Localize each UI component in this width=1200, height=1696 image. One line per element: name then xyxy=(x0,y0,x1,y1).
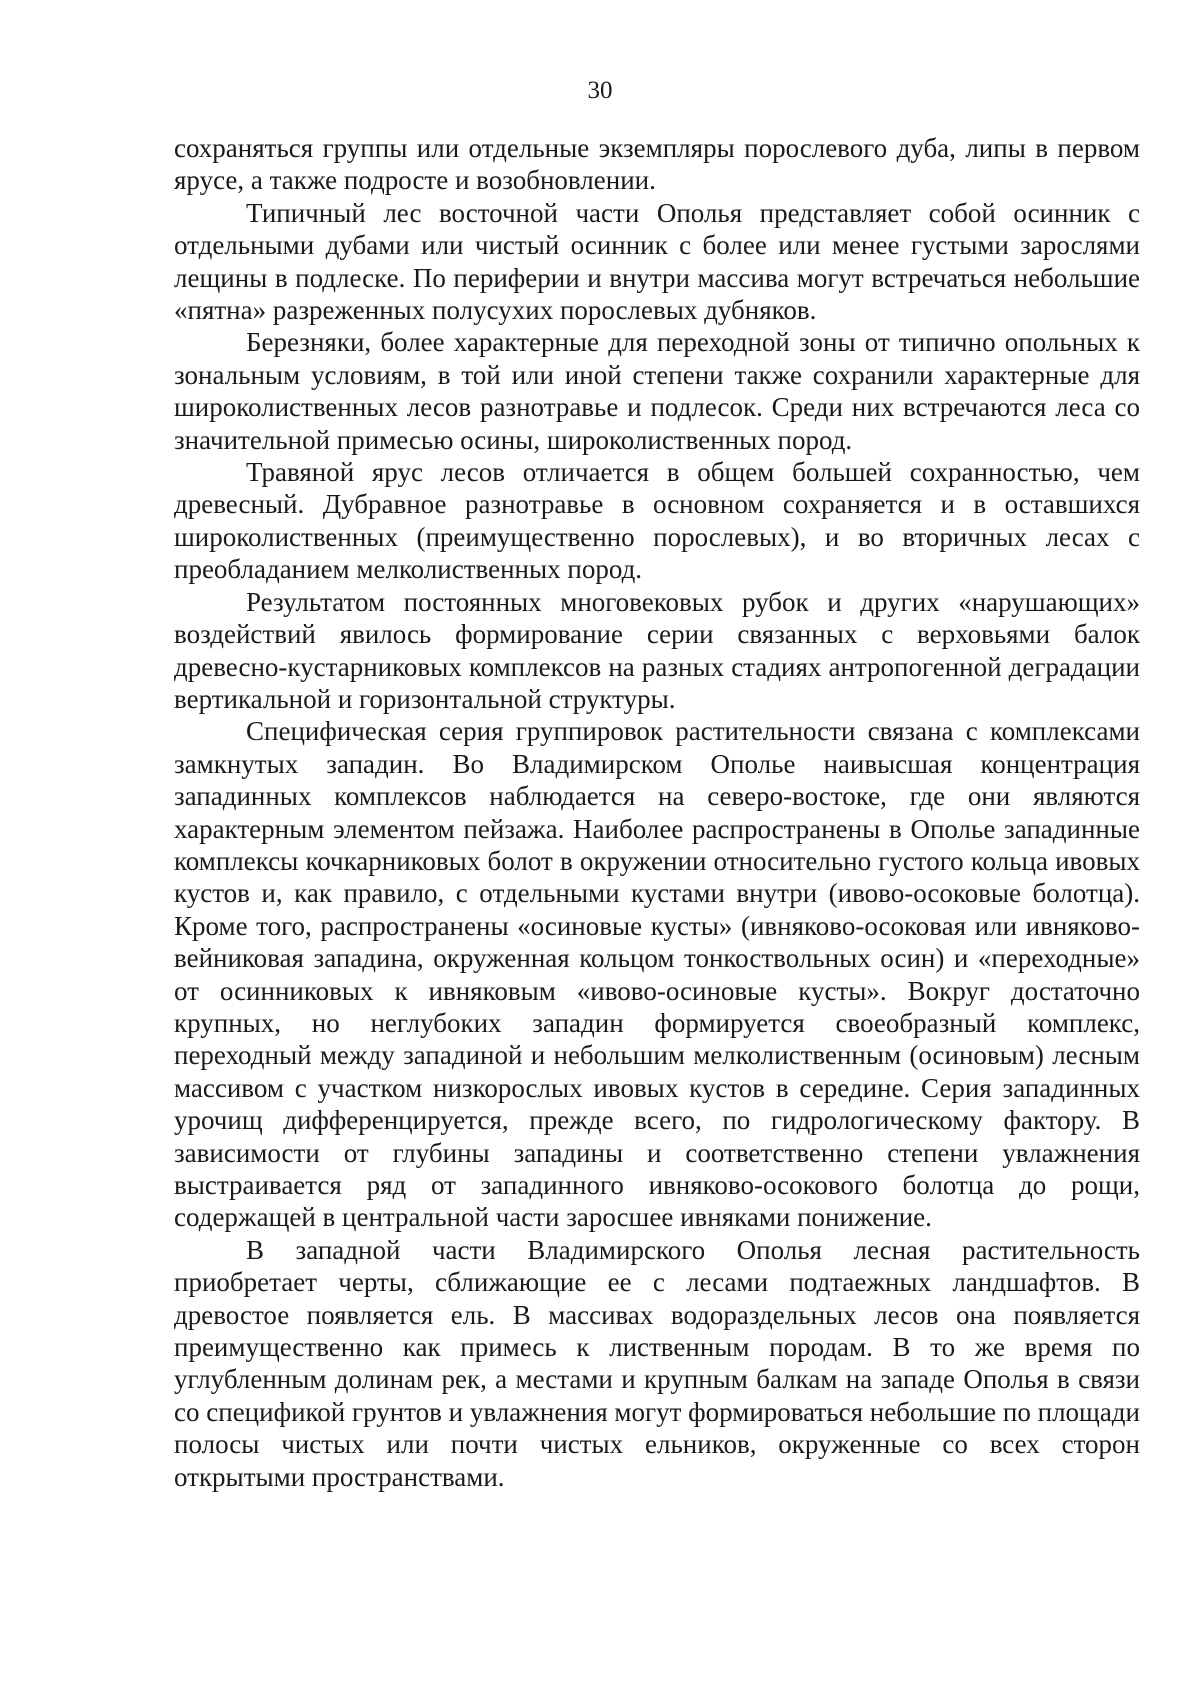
paragraph-depression-complexes: Специфическая серия группировок растительности связана с комплексами замкнутых западин. Во Владимирском Ополье наивысшая концентрация западинных комплексов наблюдается на северо-востоке, где они являются характерным элементом пейзажа. Наиболее распространены в Ополье западинные комплексы кочкарниковых болот в окружении относительно густого кольца ивовых кустов и, как правило, с отдельными кустами внутри (ивово-осоковые болотца). Кроме того, распространены «осиновые кусты» (ивняково-осоковая или ивняково-вейниковая западина, окруженная кольцом тонкоствольных осин) и «переходные» от осинниковых к ивняковым «ивово-осиновые кусты». Вокруг достаточно крупных, но неглубоких западин формируется своеобразный комплекс, переходный между западиной и небольшим мелколиственным (осиновым) лесным массивом с участком низкорослых ивовых кустов в середине. Серия западинных урочищ дифференцируется, прежде всего, по гидрологическому фактору. В зависимости от глубины западины и соответственно степени увлажнения выстраивается ряд от западинного ивняково-осокового болотца до рощи, содержащей в центральной части заросшее ивняками понижение. xyxy=(174,716,1140,1233)
paragraph-continuation: сохраняться группы или отдельные экземпляры порослевого дуба, липы в первом ярусе, а также подросте и возобновлении. xyxy=(174,133,1140,196)
document-body xyxy=(174,132,1140,1493)
paragraph-birch-forests: Березняки, более характерные для переходной зоны от типично опольных к зональным условиям, в той или иной степени также сохранили характерные для широколиственных лесов разнотравье и подлесок. Среди них встречаются леса со значительной примесью осины, широколиственных пород. xyxy=(174,327,1140,455)
paragraph-eastern-forest: Типичный лес восточной части Ополья представляет собой осинник с отдельными дубами или чистый осинник с более или менее густыми зарослями лещины в подлеске. По периферии и внутри массива могут встречаться небольшие «пятна» разреженных полусухих порослевых дубняков. xyxy=(174,197,1140,326)
paragraph-western-part: В западной части Владимирского Ополья лесная растительность приобретает черты, сближающие ее с лесами подтаежных ландшафтов. В древостое появляется ель. В массивах водораздельных лесов она появляется преимущественно как примесь к лиственным породам. В то же время по углубленным долинам рек, а местами и крупным балкам на западе Ополья в связи со спецификой грунтов и увлажнения могут формироваться небольшие по площади полосы чистых или почти чистых ельников, окруженные со всех сторон открытыми пространствами. xyxy=(174,1234,1140,1492)
paragraph-herb-layer: Травяной ярус лесов отличается в общем большей сохранностью, чем древесный. Дубравное разнотравье в основном сохраняется и в оставшихся широколиственных (преимущественно порослевых), и во вторичных лесах с преобладанием мелколиственных пород. xyxy=(174,457,1140,585)
page-number: 30 xyxy=(587,77,613,104)
paragraph-logging-impact: Результатом постоянных многовековых рубок и других «нарушающих» воздействий явилось формирование серии связанных с верховьями балок древесно-кустарниковых комплексов на разных стадиях антропогенной деградации вертикальной и горизонтальной структуры. xyxy=(174,586,1140,714)
